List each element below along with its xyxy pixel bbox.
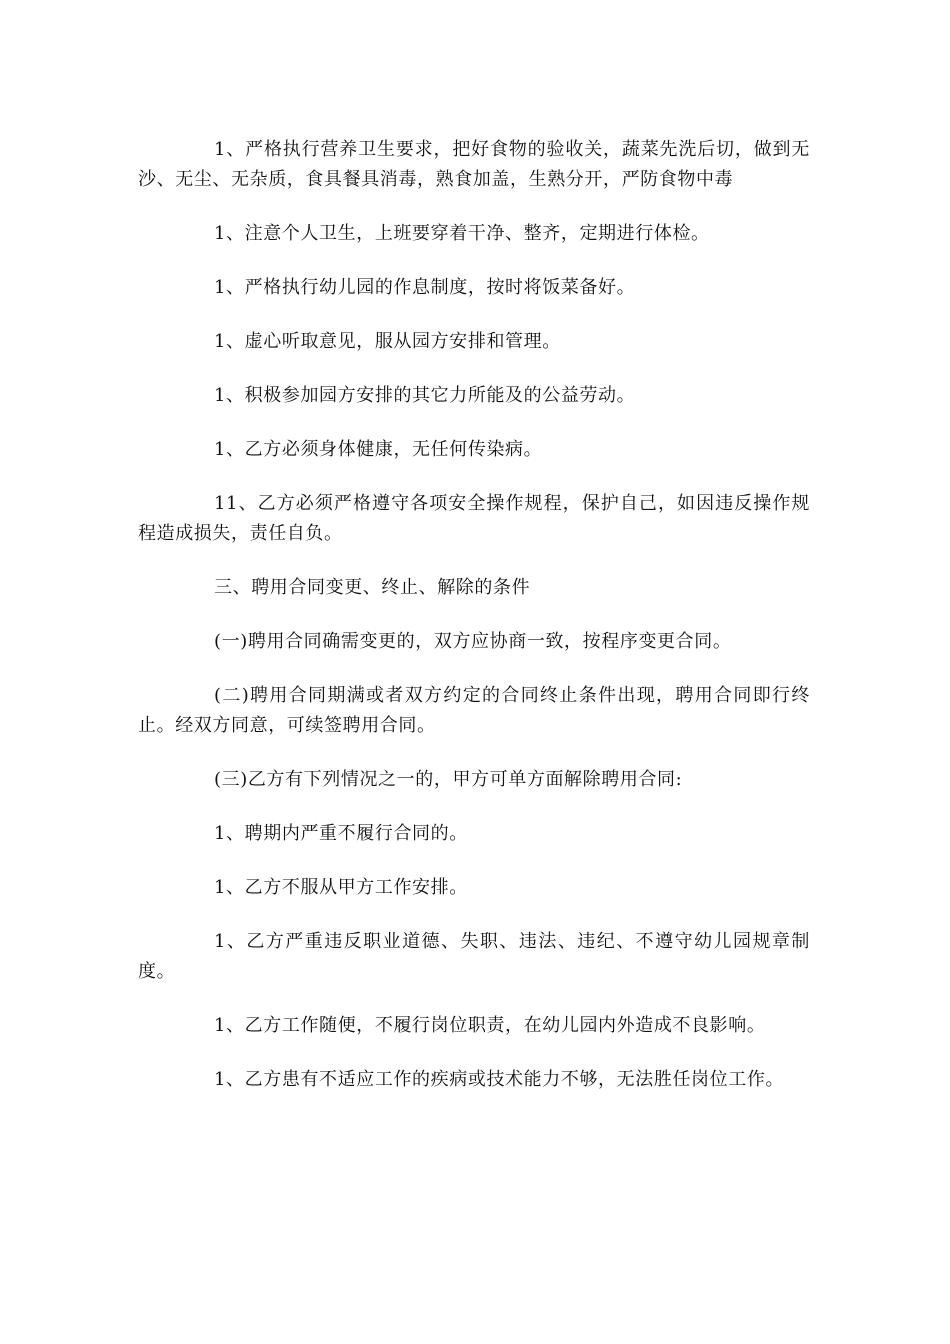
list-item-breach: 1、聘期内严重不履行合同的。 [214,823,468,844]
list-item-misconduct: 1、乙方严重违反职业道德、失职、违法、违纪、不遵守幼儿园规章制度。 [138,931,810,982]
list-item-incapable: 1、乙方患有不适应工作的疾病或技术能力不够，无法胜任岗位工作。 [214,1069,785,1090]
paragraph-obey-management: 1、虚心听取意见，服从园方安排和管理。 [214,331,561,352]
list-item-negligence: 1、乙方工作随便，不履行岗位职责，在幼儿园内外造成不良影响。 [214,1015,766,1036]
paragraph-safety-rules: 11、乙方必须严格遵守各项安全操作规程，保护自己，如因违反操作规程造成损失，责任自负。 [138,493,810,544]
paragraph-schedule: 1、严格执行幼儿园的作息制度，按时将饭菜备好。 [214,277,636,298]
list-item-disobey: 1、乙方不服从甲方工作安排。 [214,877,468,898]
paragraph-contract-change: (一)聘用合同确需变更的，双方应协商一致，按程序变更合同。 [214,631,732,652]
paragraph-public-labor: 1、积极参加园方安排的其它力所能及的公益劳动。 [214,385,636,406]
paragraph-health: 1、乙方必须身体健康，无任何传染病。 [214,439,543,460]
paragraph-food-safety: 1、严格执行营养卫生要求，把好食物的验收关，蔬菜先洗后切，做到无沙、无尘、无杂质，食具餐具消毒，熟食加盖，生熟分开，严防食物中毒 [138,139,810,190]
paragraph-personal-hygiene: 1、注意个人卫生，上班要穿着干净、整齐，定期进行体检。 [214,223,710,244]
document-body [138,135,810,1119]
paragraph-contract-termination: (二)聘用合同期满或者双方约定的合同终止条件出现，聘用合同即行终止。经双方同意，可续签聘用合同。 [138,685,810,736]
section-heading-contract-changes: 三、聘用合同变更、终止、解除的条件 [214,577,531,598]
paragraph-unilateral-dismissal: (三)乙方有下列情况之一的，甲方可单方面解除聘用合同: [214,769,683,790]
